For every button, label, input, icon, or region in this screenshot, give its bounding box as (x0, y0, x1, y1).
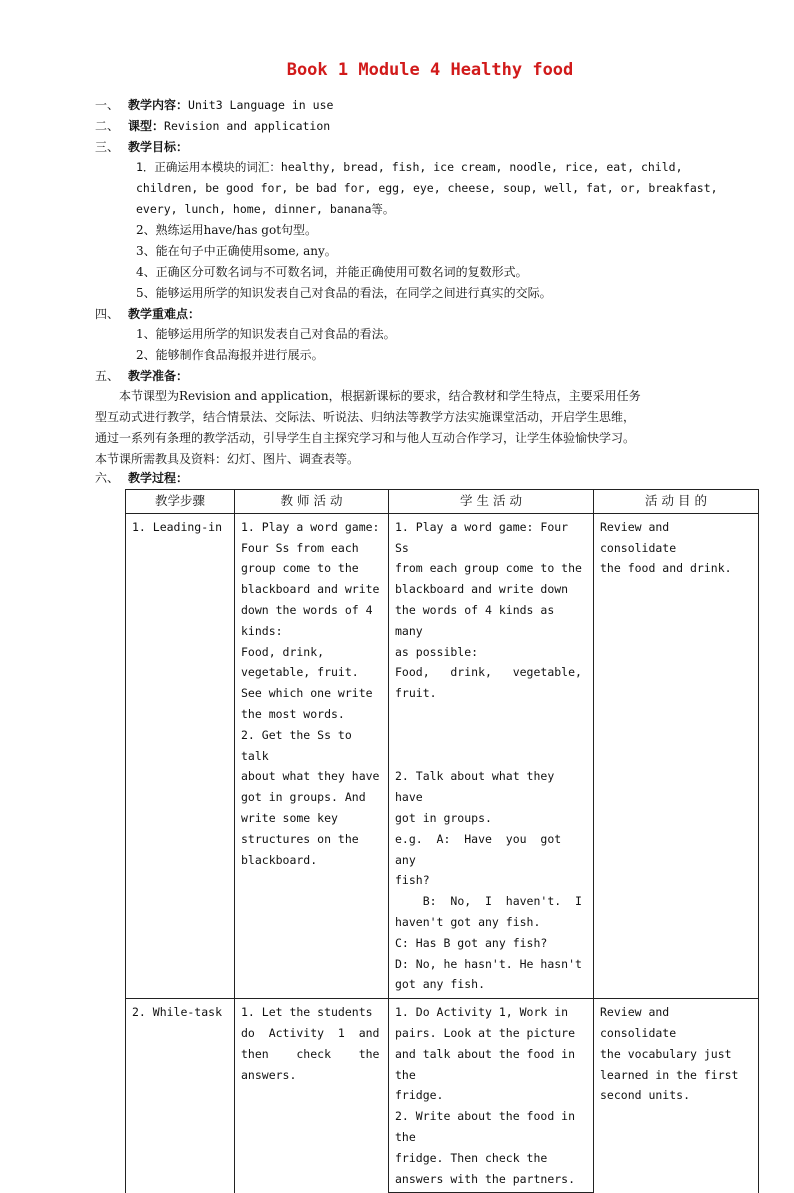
section-process-heading: 六、 教学过程： (95, 471, 189, 485)
header-student: 学 生 活 动 (389, 490, 594, 514)
section-preparation-heading: 五、 教学准备： (95, 369, 189, 383)
teacher-cell: 1. Play a word game: Four Ss from each group come to the blackboard and write down the words of 4 kinds: Food, drink, vegetable, fruit. See which one write the most words. 2. Get the Ss to talk about what they have got in groups. And write some key structures on the blackboard. (235, 513, 389, 998)
objective-line: every, lunch, home, dinner, banana等。 (136, 202, 395, 216)
section-lesson-type: 二、 课型：Revision and application (95, 119, 331, 133)
key-point-line: 1、能够运用所学的知识发表自己对食品的看法。 (136, 327, 396, 341)
objective-line: 2、熟练运用have/has got句型。 (136, 223, 318, 237)
table-row (126, 513, 759, 998)
objective-line: 4、正确区分可数名词与不可数名词，并能正确使用可数名词的复数形式。 (136, 265, 528, 279)
header-teacher: 教 师 活 动 (235, 490, 389, 514)
step-cell: 2. While-task (126, 999, 235, 1193)
objective-line: children, be good for, be bad for, egg, eye, cheese, soup, well, fat, or, breakfast, (136, 181, 718, 195)
purpose-cell: Review and consolidate the food and drink. (594, 513, 759, 998)
step-cell: 1. Leading-in (126, 513, 235, 998)
section-key-points-heading: 四、 教学重难点： (95, 307, 201, 321)
student-cell: 1. Play a word game: Four Ss from each group come to the blackboard and write down the words of 4 kinds as many as possible: Food, drink, vegetable, fruit. 2. Talk about what they have got in groups. e.g. A: Have you got any fish? B: No, I haven't. I haven't got any fish. C: Has B got any fish? D: No, he hasn't. He hasn't got any fish. (389, 513, 594, 998)
document-title: Book 1 Module 4 Healthy food (286, 60, 574, 80)
teacher-cell: 1. Let the students do Activity 1 and then check the answers. (235, 999, 389, 1193)
objective-line: 3、能在句子中正确使用some, any。 (136, 244, 337, 258)
table-header-row (126, 490, 759, 514)
table-row (126, 999, 759, 1193)
section-content: 一、 教学内容：Unit3 Language in use (95, 98, 334, 112)
key-point-line: 2、能够制作食品海报并进行展示。 (136, 348, 324, 362)
header-purpose: 活 动 目 的 (594, 490, 759, 514)
objective-line: 1．正确运用本模块的词汇：healthy, bread, fish, ice cream, noodle, rice, eat, child, (136, 160, 683, 174)
teaching-process-table (125, 489, 759, 1193)
purpose-cell: Review and consolidate the vocabulary just learned in the first second units. (594, 999, 759, 1193)
preparation-paragraph: 本节课型为Revision and application，根据新课标的要求，结合教材和学生特点，主要采用任务 型互动式进行教学，结合情景法、交际法、听说法、归纳法等教学方法实施课堂活动，开启学生思维， 通过一系列有条理的教学活动，引导学生自主探究学习和与他人互动合作学习，让学生体验愉快学习。 本节课所需教具及资料：幻灯、图片、调查表等。 (95, 389, 641, 466)
student-cell: 1. Do Activity 1, Work in pairs. Look at the picture and talk about the food in the fridge. 2. Write about the food in the fridge. Then check the answers with the partners. (389, 999, 594, 1193)
header-step: 教学步骤 (126, 490, 235, 514)
objective-line: 5、能够运用所学的知识发表自己对食品的看法，在同学之间进行真实的交际。 (136, 286, 552, 300)
section-objectives-heading: 三、 教学目标： (95, 140, 189, 154)
